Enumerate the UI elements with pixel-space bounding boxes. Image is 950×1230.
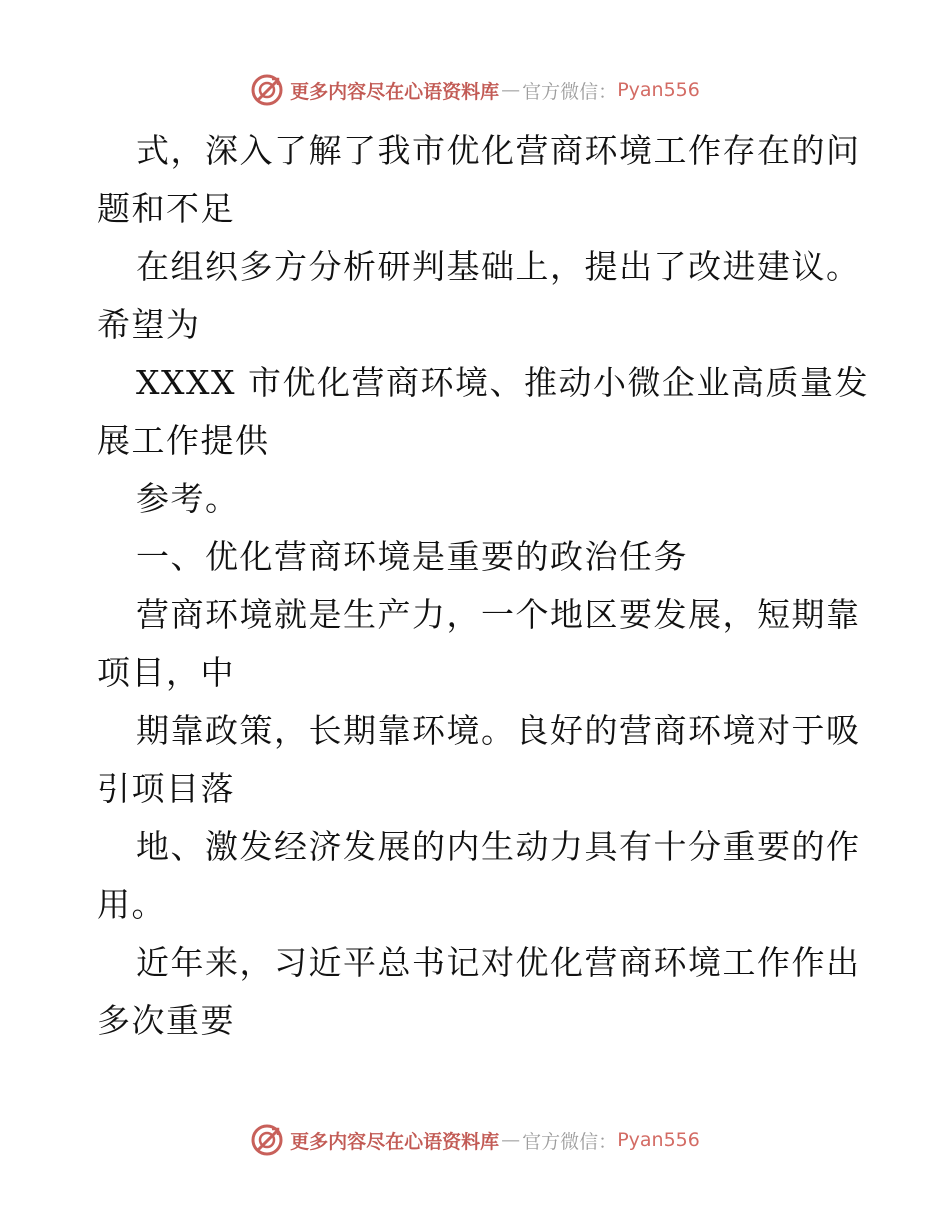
- paragraph-line: 参考。: [136, 479, 240, 518]
- paragraph-line: XXXX 市优化营商环境、推动小微企业高质量发: [136, 363, 869, 402]
- paragraph-line: 项目，中: [97, 653, 235, 692]
- paragraph-line: 展工作提供: [97, 421, 270, 460]
- watermark-wechat-id: Pyan556: [617, 79, 700, 101]
- paragraph-line: 多次重要: [97, 1001, 235, 1040]
- paragraph: [97, 122, 861, 238]
- paragraph-line: 式，深入了解了我市优化营商环境工作存在的问: [136, 131, 861, 170]
- paragraph-line: 地、激发经济发展的内生动力具有十分重要的作: [136, 827, 861, 866]
- paragraph-line: 希望为: [97, 305, 201, 344]
- header-watermark: [0, 72, 950, 108]
- paragraph-line: 期靠政策，长期靠环境。良好的营商环境对于吸: [136, 711, 861, 750]
- paragraph: [97, 818, 861, 934]
- paragraph-line: 引项目落: [97, 769, 235, 808]
- watermark-title: 更多内容尽在心语资料库: [290, 1130, 500, 1153]
- paragraph: [97, 354, 869, 470]
- watermark-wechat-id: Pyan556: [617, 1129, 700, 1151]
- seal-logo-icon: [250, 73, 284, 107]
- seal-logo-icon: [250, 1123, 284, 1157]
- paragraph-line: 近年来，习近平总书记对优化营商环境工作作出: [136, 943, 861, 982]
- paragraph-line: 用。: [97, 885, 166, 924]
- paragraph: [97, 238, 861, 354]
- paragraph: [97, 934, 861, 1050]
- paragraph: [97, 586, 861, 702]
- paragraph-line: 题和不足: [97, 189, 235, 228]
- paragraph-line: 在组织多方分析研判基础上，提出了改进建议。: [136, 247, 861, 286]
- watermark-title: 更多内容尽在心语资料库: [290, 80, 500, 103]
- footer-watermark: [0, 1122, 950, 1158]
- watermark-wechat-label: 官方微信：: [522, 80, 618, 103]
- watermark-dash: —: [501, 1129, 521, 1151]
- paragraph: [97, 702, 861, 818]
- document-body: [97, 122, 869, 1050]
- paragraph-line: 营商环境就是生产力，一个地区要发展，短期靠: [136, 595, 861, 634]
- watermark-dash: —: [501, 79, 521, 101]
- heading-line: 一、优化营商环境是重要的政治任务: [136, 537, 688, 576]
- watermark-wechat-label: 官方微信：: [522, 1130, 618, 1153]
- section-heading: [97, 528, 857, 586]
- paragraph: [97, 470, 857, 528]
